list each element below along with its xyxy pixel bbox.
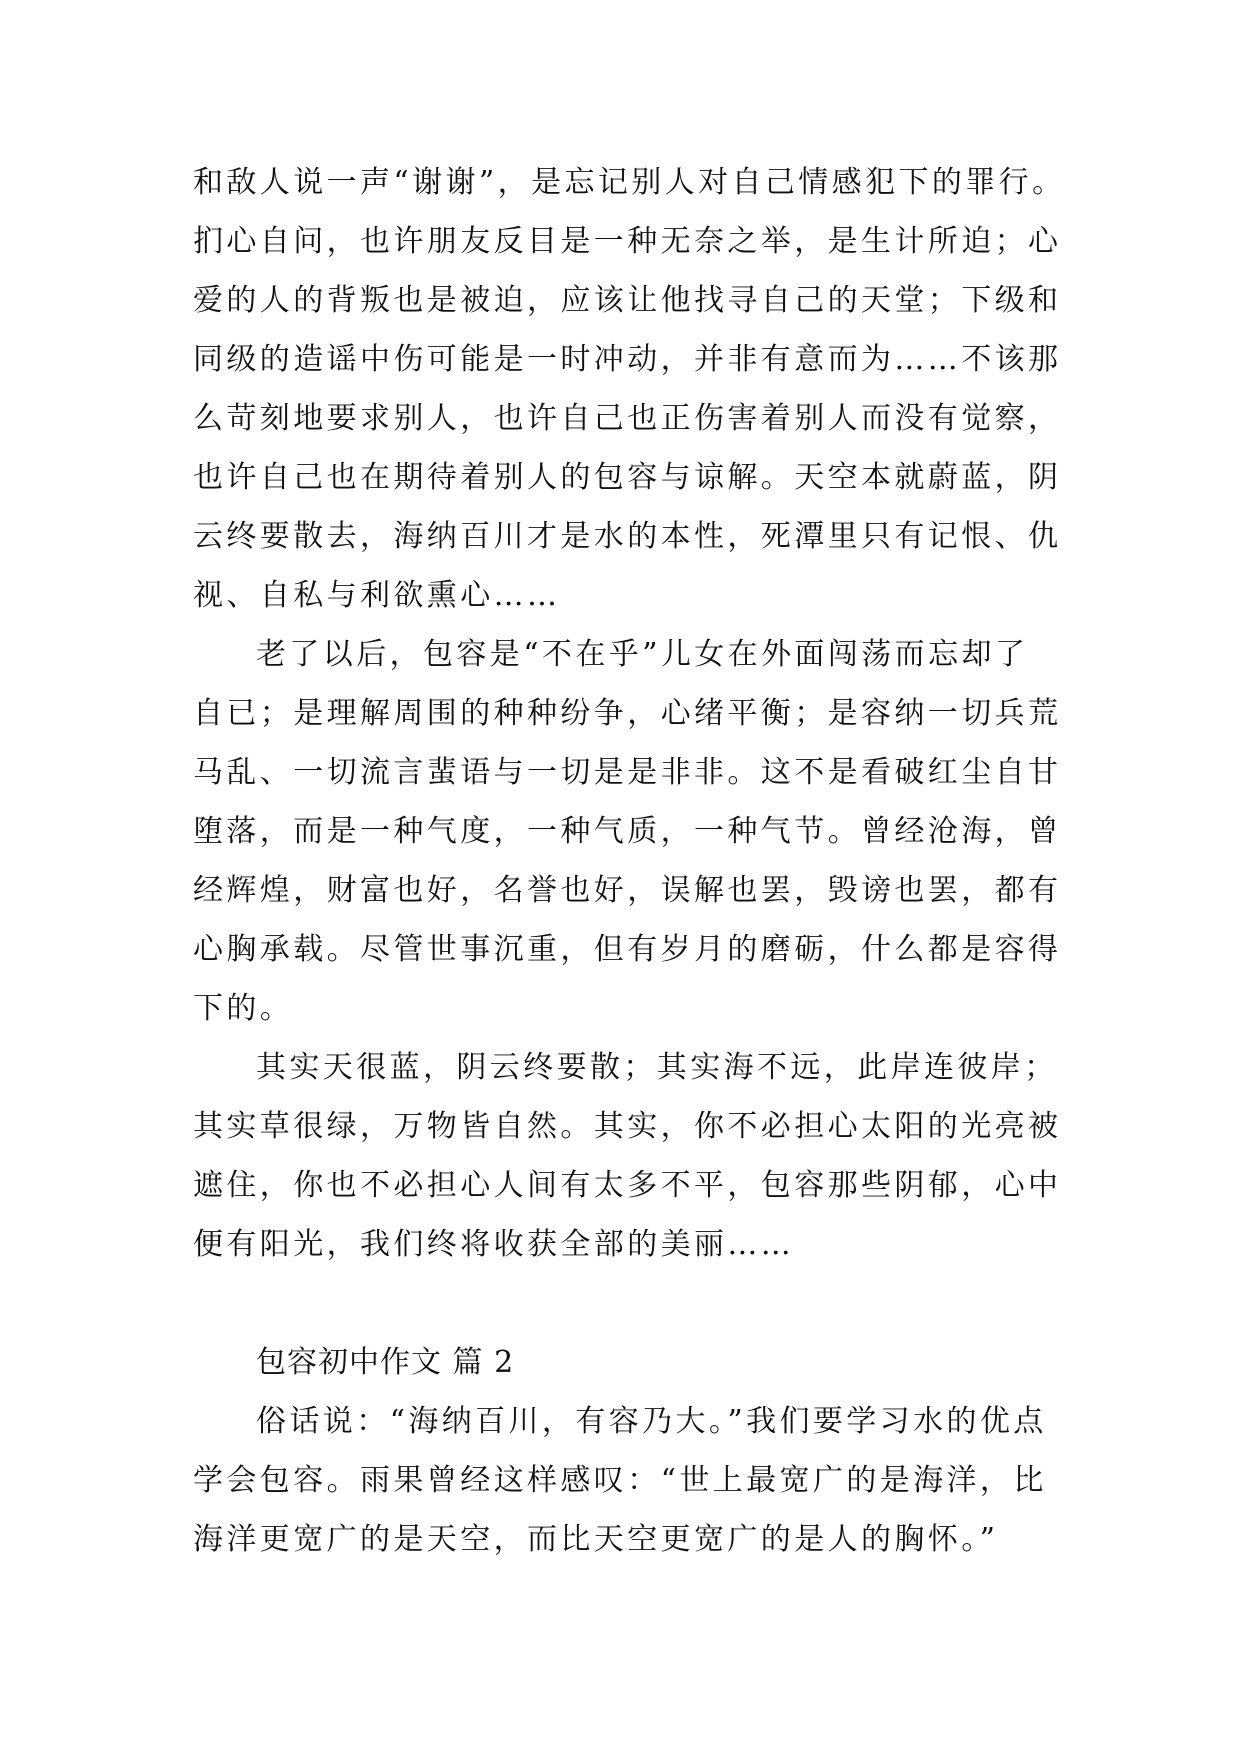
- text-line: 云终要散去，海纳百川才是水的本性，死潭里只有记恨、仇: [193, 519, 1062, 554]
- text-line: 马乱、一切流言蜚语与一切是是非非。这不是看破红尘自甘: [193, 755, 1062, 790]
- blank-line: [193, 1283, 1093, 1342]
- section-heading: 包容初中作文 篇 2: [256, 1345, 515, 1380]
- paragraph: [193, 162, 1093, 634]
- text-line: 经辉煌，财富也好，名誉也好，误解也罢，毁谤也罢，都有: [193, 873, 1062, 908]
- text-line: 下的。: [193, 991, 294, 1026]
- paragraph: [193, 1401, 1093, 1578]
- text-line: 也许自己也在期待着别人的包容与谅解。天空本就蔚蓝，阴: [193, 460, 1062, 495]
- text-line: 学会包容。雨果曾经这样感叹：“世上最宽广的是海洋，比: [193, 1463, 1047, 1498]
- text-line: 遮住，你也不必担心人间有太多不平，包容那些阴郁，心中: [193, 1168, 1062, 1203]
- paragraph: [193, 634, 1093, 1047]
- text-line: 爱的人的背叛也是被迫，应该让他找寻自己的天堂；下级和: [193, 283, 1062, 318]
- text-line: 视、自私与利欲熏心……: [193, 578, 561, 613]
- paragraph: [193, 1047, 1093, 1283]
- text-line: 其实天很蓝，阴云终要散；其实海不远，此岸连彼岸；: [256, 1050, 1058, 1085]
- text-line: 同级的造谣中伤可能是一时冲动，并非有意而为……不该那: [193, 342, 1062, 377]
- text-line: 其实草很绿，万物皆自然。其实，你不必担心太阳的光亮被: [193, 1109, 1062, 1144]
- text-line: 心胸承载。尽管世事沉重，但有岁月的磨砺，什么都是容得: [193, 932, 1062, 967]
- text-line: 老了以后，包容是“不在乎”儿女在外面闯荡而忘却了: [256, 637, 1029, 672]
- text-line: 扪心自问，也许朋友反目是一种无奈之举，是生计所迫；心: [193, 224, 1062, 259]
- text-line: 自已；是理解周围的种种纷争，心绪平衡；是容纳一切兵荒: [193, 696, 1062, 731]
- document-body: [193, 162, 1093, 1578]
- text-line: 海洋更宽广的是天空，而比天空更宽广的是人的胸怀。”: [193, 1522, 999, 1557]
- text-line: 堕落，而是一种气度，一种气质，一种气节。曾经沧海，曾: [193, 814, 1062, 849]
- text-line: 么苛刻地要求别人，也许自己也正伤害着别人而没有觉察，: [193, 401, 1062, 436]
- text-line: 和敌人说一声“谢谢”，是忘记别人对自己情感犯下的罪行。: [193, 165, 1066, 200]
- text-line: 俗话说：“海纳百川，有容乃大。”我们要学习水的优点: [256, 1404, 1047, 1439]
- text-line: 便有阳光，我们终将收获全部的美丽……: [193, 1227, 795, 1262]
